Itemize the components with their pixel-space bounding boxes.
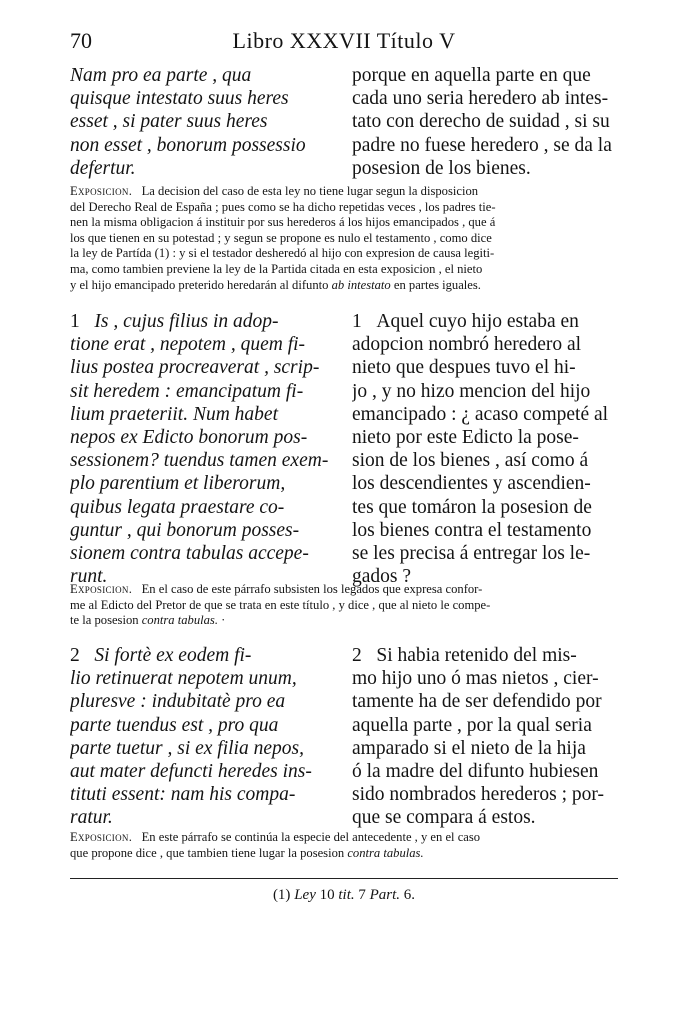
latin-line xyxy=(70,310,332,333)
spanish-line xyxy=(352,644,618,667)
exposicion-text: en partes iguales. xyxy=(393,277,481,292)
exposicion-text: La decision del caso de esta ley no tiene lugar segun la disposicion xyxy=(141,184,479,198)
spanish-line: ó la madre del difunto hubiesen xyxy=(352,761,599,783)
exposicion-label: Exposicion. xyxy=(70,184,133,198)
spanish-line: posesion de los bienes. xyxy=(352,157,531,179)
latin-line: lius postea procreaverat , scrip- xyxy=(70,357,320,379)
spanish-line: adopcion nombró heredero al xyxy=(352,334,582,356)
section-continuation xyxy=(70,64,618,182)
footnote-rule xyxy=(70,878,618,879)
footnote-text: 10 xyxy=(319,887,335,903)
spanish-line: tamente ha de ser defendido por xyxy=(352,691,602,713)
exposicion-text: En este párrafo se continúa la especie del antecedente , y en el caso xyxy=(141,830,481,844)
latin-line: tione erat , nepotem , quem fi- xyxy=(70,334,306,356)
spanish-line: jo , y no hizo mencion del hijo xyxy=(352,380,591,402)
footnote-text: Ley xyxy=(294,887,316,903)
latin-line: pluresve : indubitatè pro ea xyxy=(70,691,286,713)
paragraph-number: 2 xyxy=(352,645,362,666)
exposicion-italic-text: ab intestato xyxy=(331,277,391,292)
exposicion-paragraph-3 xyxy=(70,830,618,861)
latin-line: nepos ex Edicto bonorum pos- xyxy=(70,427,308,449)
exposicion-line: la ley de Partída (1) : y si el testador desheredó al hijo con expresion de causa legiti- xyxy=(70,246,495,261)
exposicion-text: · xyxy=(221,613,226,628)
spanish-column xyxy=(352,644,618,830)
footnote-text: tit. xyxy=(338,887,355,903)
footnote-text: Part. xyxy=(369,887,401,903)
latin-line xyxy=(70,644,332,667)
latin-line: non esset , bonorum possessio xyxy=(70,134,306,156)
paragraph-number: 1 xyxy=(352,311,362,332)
exposicion-italic-text: contra tabulas. xyxy=(141,613,218,628)
exposicion-line: me al Edicto del Pretor de que se trata en este título , y dice , que al nieto le compe- xyxy=(70,597,491,612)
spanish-text: Si habia retenido del mis- xyxy=(376,645,577,666)
latin-line: parte tuendus est , pro qua xyxy=(70,714,279,736)
spanish-line: porque en aquella parte en que xyxy=(352,65,591,86)
exposicion-text: y el hijo emancipado preterido heredarán al difunto xyxy=(70,277,329,292)
spanish-line xyxy=(352,310,618,333)
latin-line: quisque intestato suus heres xyxy=(70,88,289,110)
latin-line: sionem contra tabulas accepe- xyxy=(70,543,309,565)
spanish-line: amparado si el nieto de la hija xyxy=(352,737,586,759)
latin-text: Is , cujus filius in adop- xyxy=(94,311,279,332)
footnote-marker: (1) xyxy=(272,887,291,903)
latin-line: ratur. xyxy=(70,807,113,829)
latin-line: esset , si pater suus heres xyxy=(70,111,268,133)
spanish-line: nieto por este Edicto la pose- xyxy=(352,427,579,449)
spanish-line: emancipado : ¿ acaso competé al xyxy=(352,403,609,425)
exposicion-text: te la posesion xyxy=(70,613,139,628)
page-number: 70 xyxy=(70,28,92,53)
latin-line: guntur , qui bonorum posses- xyxy=(70,519,300,541)
exposicion-line xyxy=(70,846,618,862)
latin-line: defertur. xyxy=(70,157,136,179)
paragraph-number: 1 xyxy=(70,311,80,332)
spanish-text: Aquel cuyo hijo estaba en xyxy=(376,311,579,332)
exposicion-line xyxy=(70,830,618,846)
exposicion-line: nen la misma obligacion á instituir por sus herederos á los hijos emancipados , que á xyxy=(70,215,496,230)
latin-column xyxy=(70,310,332,588)
exposicion-text: que propone dice , que tambien tiene lugar la posesion xyxy=(70,845,345,860)
latin-line: lio retinuerat nepotem unum, xyxy=(70,668,297,690)
latin-line: parte tuetur , si ex filia nepos, xyxy=(70,737,304,759)
exposicion-line xyxy=(70,278,618,294)
footnote-text: 6. xyxy=(403,887,416,903)
spanish-line: sion de los bienes , así como á xyxy=(352,450,589,472)
latin-line: sit heredem : emancipatum fi- xyxy=(70,380,304,402)
exposicion-paragraph-2 xyxy=(70,582,618,629)
latin-line: sessionem? tuendus tamen exem- xyxy=(70,450,329,472)
running-title: Libro XXXVII Título V xyxy=(232,28,456,53)
footnote xyxy=(70,887,618,904)
spanish-line: los descendientes y ascendien- xyxy=(352,473,591,495)
spanish-line: se les precisa á entregar los le- xyxy=(352,543,591,565)
spanish-line: aquella parte , por la qual seria xyxy=(352,714,592,736)
latin-column xyxy=(70,64,332,180)
spanish-line: los bienes contra el testamento xyxy=(352,519,592,541)
exposicion-italic-text: contra tabulas. xyxy=(347,845,424,860)
latin-line: tituti essent: nam his compa- xyxy=(70,784,296,806)
spanish-line: padre no fuese heredero , se da la xyxy=(352,134,612,156)
paragraph-number: 2 xyxy=(70,645,80,666)
exposicion-line: del Derecho Real de España ; pues como se ha dicho repetidas veces , los padres tie- xyxy=(70,199,496,214)
latin-column xyxy=(70,644,332,830)
exposicion-paragraph-1 xyxy=(70,184,618,293)
spanish-line: cada uno seria heredero ab intes- xyxy=(352,88,609,110)
exposicion-label: Exposicion. xyxy=(70,830,133,844)
latin-line: plo parentium et liberorum, xyxy=(70,473,286,495)
spanish-column xyxy=(352,64,618,180)
spanish-column xyxy=(352,310,618,588)
exposicion-line xyxy=(70,613,618,629)
spanish-line: tato con derecho de suidad , si su xyxy=(352,111,610,133)
spanish-line: nieto que despues tuvo el hi- xyxy=(352,357,576,379)
exposicion-line xyxy=(70,582,618,598)
section-paragraph-1 xyxy=(70,310,618,588)
latin-text: Si fortè ex eodem fi- xyxy=(94,645,252,666)
spanish-line: sido nombrados herederos ; por- xyxy=(352,784,604,806)
latin-line: Nam pro ea parte , qua xyxy=(70,65,252,86)
exposicion-line: los que tienen en su potestad ; y segun se propone es nulo el testamento , como dice xyxy=(70,230,492,245)
exposicion-line xyxy=(70,184,618,200)
latin-line: runt. xyxy=(70,566,108,588)
exposicion-label: Exposicion. xyxy=(70,582,133,596)
spanish-line: tes que tomáron la posesion de xyxy=(352,496,592,518)
exposicion-line: ma, como tambien previene la ley de la Partida citada en esta exposicion , el nieto xyxy=(70,261,483,276)
latin-line: aut mater defuncti heredes ins- xyxy=(70,761,312,783)
latin-line: lium praeteriit. Num habet xyxy=(70,403,278,425)
section-paragraph-2 xyxy=(70,644,618,829)
spanish-line: mo hijo uno ó mas nietos , cier- xyxy=(352,668,599,690)
spanish-line: que se compara á estos. xyxy=(352,807,536,829)
spanish-line: gados ? xyxy=(352,566,412,588)
exposicion-text: En el caso de este párrafo subsisten los legados que expresa confor- xyxy=(141,582,483,596)
footnote-text: 7 xyxy=(358,887,366,903)
latin-line: quibus legata praestare co- xyxy=(70,496,285,518)
page-header xyxy=(70,28,618,58)
